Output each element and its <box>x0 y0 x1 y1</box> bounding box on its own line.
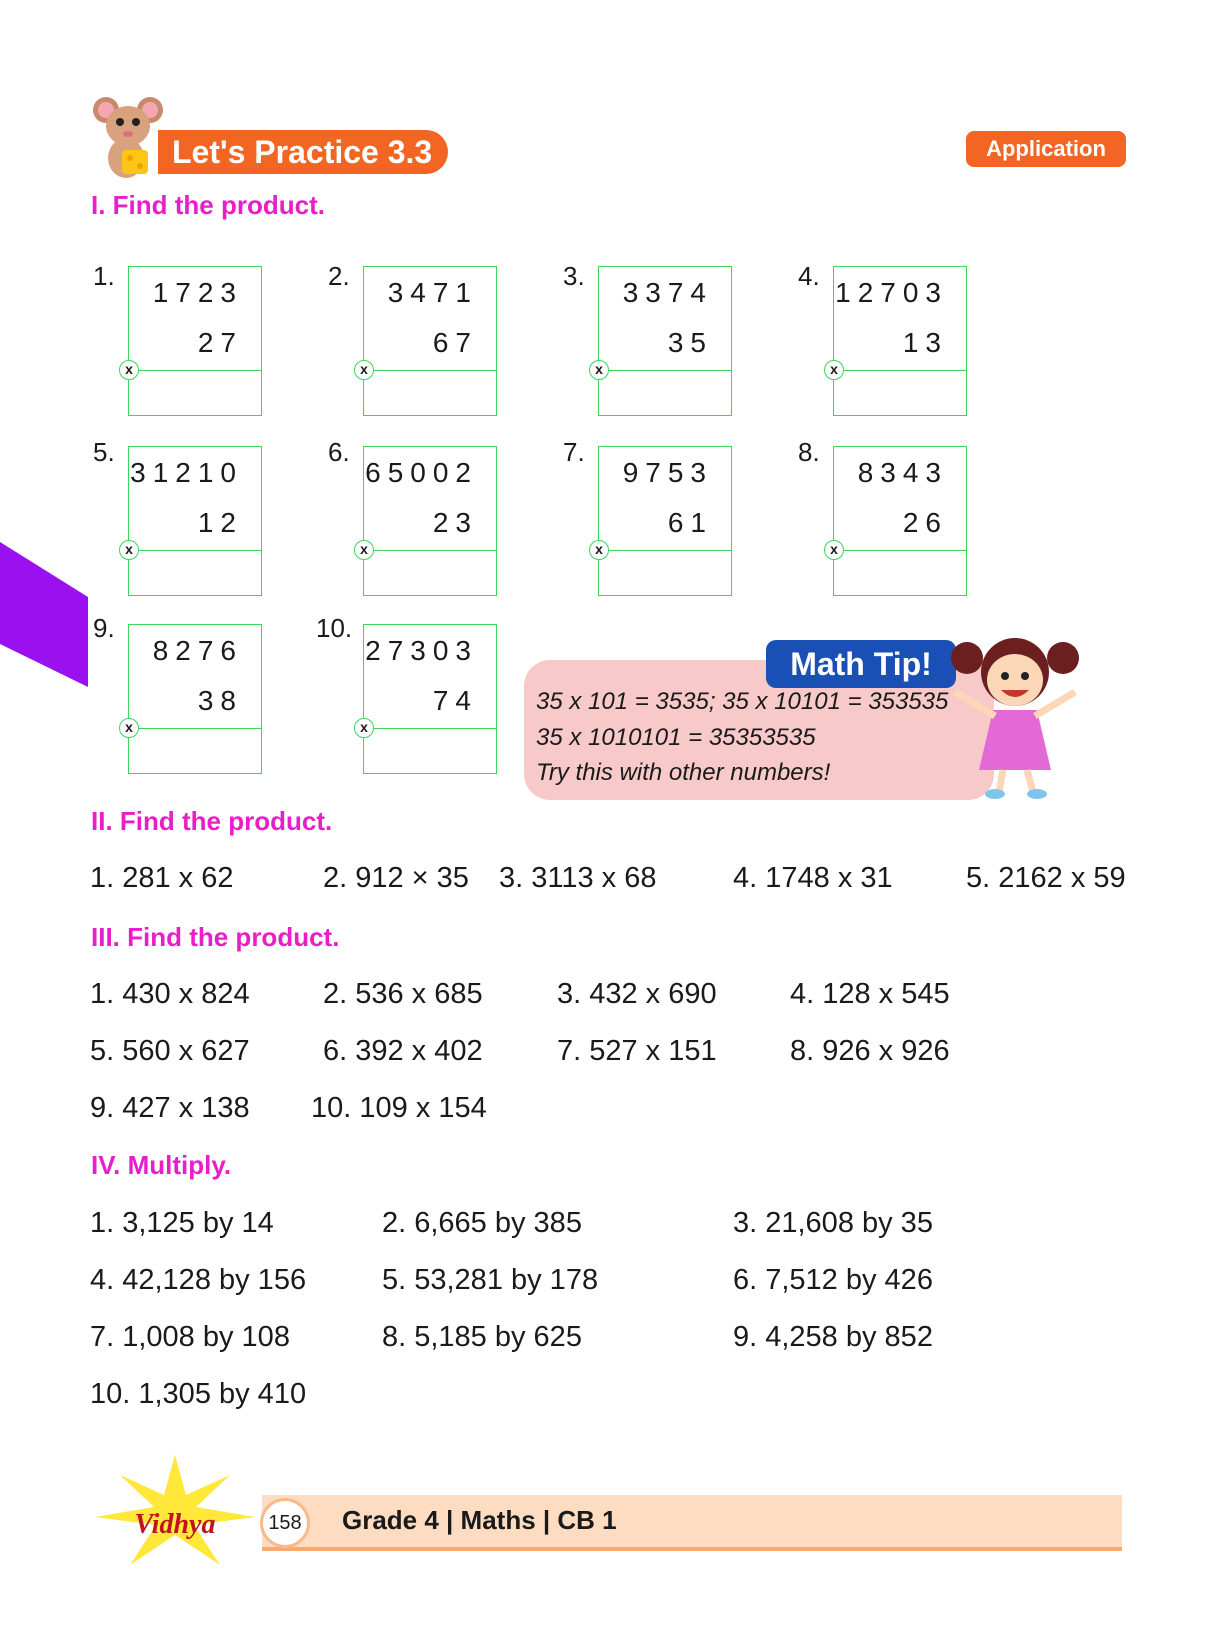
times-icon: x <box>589 360 609 380</box>
math-tip-title: Math Tip! <box>766 640 956 688</box>
multiplier: 13 <box>902 327 948 358</box>
answer-line <box>834 550 966 551</box>
multiplier: 67 <box>432 327 478 358</box>
list-item: 6. 7,512 by 426 <box>733 1264 933 1296</box>
list-item: 1. 281 x 62 <box>90 862 234 894</box>
list-item: 8. 926 x 926 <box>790 1035 950 1067</box>
answer-line <box>364 370 496 371</box>
list-item: 10. 109 x 154 <box>311 1092 487 1124</box>
multiplicand: 3471 <box>387 277 478 308</box>
times-icon: x <box>824 360 844 380</box>
multiplication-box <box>125 624 262 774</box>
problem-number: 10. <box>316 613 353 643</box>
multiplication-box <box>125 266 262 416</box>
multiplication-box <box>830 266 967 416</box>
multiplier: 74 <box>432 685 478 716</box>
multiplication-box <box>125 446 262 596</box>
problem-number: 5. <box>93 437 115 467</box>
times-icon: x <box>354 540 374 560</box>
problem-number: 2. <box>328 261 350 291</box>
multiplier: 35 <box>667 327 713 358</box>
multiplicand: 31210 <box>130 457 243 488</box>
girl-illustration-icon <box>945 630 1085 800</box>
answer-line <box>599 550 731 551</box>
multiplier: 27 <box>197 327 243 358</box>
section-1-title: I. Find the product. <box>91 190 325 220</box>
times-icon: x <box>354 718 374 738</box>
math-tip-line: Try this with other numbers! <box>536 759 831 786</box>
list-item: 7. 1,008 by 108 <box>90 1321 290 1353</box>
list-item: 3. 432 x 690 <box>557 978 717 1010</box>
footer-text: Grade 4 | Maths | CB 1 <box>342 1505 617 1535</box>
math-tip-line: 35 x 1010101 = 35353535 <box>536 724 816 751</box>
multiplier: 26 <box>902 507 948 538</box>
list-item: 4. 42,128 by 156 <box>90 1264 307 1296</box>
multiplicand: 9753 <box>622 457 713 488</box>
list-item: 1. 430 x 824 <box>90 978 250 1010</box>
answer-line <box>364 550 496 551</box>
list-item: 4. 128 x 545 <box>790 978 950 1010</box>
answer-line <box>364 728 496 729</box>
answer-line <box>599 370 731 371</box>
problem-number: 4. <box>798 261 820 291</box>
multiplicand: 3374 <box>622 277 713 308</box>
practice-title: Let's Practice 3.3 <box>158 130 448 174</box>
times-icon: x <box>119 540 139 560</box>
multiplicand: 1723 <box>152 277 243 308</box>
list-item: 10. 1,305 by 410 <box>90 1378 307 1410</box>
section-4-title: IV. Multiply. <box>91 1150 232 1180</box>
multiplicand: 27303 <box>365 635 478 666</box>
multiplier: 12 <box>197 507 243 538</box>
problem-number: 6. <box>328 437 350 467</box>
problem-number: 9. <box>93 613 115 643</box>
multiplication-box <box>360 266 497 416</box>
answer-line <box>129 370 261 371</box>
multiplication-box <box>595 446 732 596</box>
page-number: 158 <box>260 1498 310 1548</box>
list-item: 6. 392 x 402 <box>323 1035 483 1067</box>
list-item: 9. 427 x 138 <box>90 1092 250 1124</box>
times-icon: x <box>824 540 844 560</box>
list-item: 5. 53,281 by 178 <box>382 1264 599 1296</box>
multiplicand: 8276 <box>152 635 243 666</box>
multiplier: 23 <box>432 507 478 538</box>
section-3-title: III. Find the product. <box>91 922 340 952</box>
mouse-mascot-icon <box>92 92 164 182</box>
list-item: 4. 1748 x 31 <box>733 862 893 894</box>
vidhya-logo <box>90 1455 260 1570</box>
problem-number: 1. <box>93 261 115 291</box>
math-tip-line: 35 x 101 = 3535; 35 x 10101 = 353535 <box>536 688 949 715</box>
multiplication-box <box>830 446 967 596</box>
multiplication-box <box>595 266 732 416</box>
side-tab-decoration <box>0 542 88 687</box>
section-2-title: II. Find the product. <box>91 806 333 836</box>
list-item: 5. 2162 x 59 <box>966 862 1126 894</box>
application-badge: Application <box>966 131 1126 167</box>
times-icon: x <box>589 540 609 560</box>
multiplier: 61 <box>667 507 713 538</box>
multiplicand: 8343 <box>857 457 948 488</box>
times-icon: x <box>119 718 139 738</box>
multiplicand: 65002 <box>365 457 478 488</box>
logo-text: Vidhya <box>134 1509 216 1540</box>
list-item: 8. 5,185 by 625 <box>382 1321 582 1353</box>
list-item: 1. 3,125 by 14 <box>90 1207 274 1239</box>
multiplication-box <box>360 446 497 596</box>
list-item: 5. 560 x 627 <box>90 1035 250 1067</box>
list-item: 3. 21,608 by 35 <box>733 1207 933 1239</box>
list-item: 2. 912 × 35 <box>323 862 469 894</box>
times-icon: x <box>119 360 139 380</box>
problem-number: 3. <box>563 261 585 291</box>
list-item: 3. 3113 x 68 <box>499 862 657 894</box>
list-item: 2. 6,665 by 385 <box>382 1207 582 1239</box>
problem-number: 8. <box>798 437 820 467</box>
list-item: 2. 536 x 685 <box>323 978 483 1010</box>
multiplication-box <box>360 624 497 774</box>
answer-line <box>129 728 261 729</box>
list-item: 9. 4,258 by 852 <box>733 1321 933 1353</box>
answer-line <box>129 550 261 551</box>
multiplier: 38 <box>197 685 243 716</box>
problem-number: 7. <box>563 437 585 467</box>
multiplicand: 12703 <box>835 277 948 308</box>
list-item: 7. 527 x 151 <box>557 1035 717 1067</box>
answer-line <box>834 370 966 371</box>
times-icon: x <box>354 360 374 380</box>
